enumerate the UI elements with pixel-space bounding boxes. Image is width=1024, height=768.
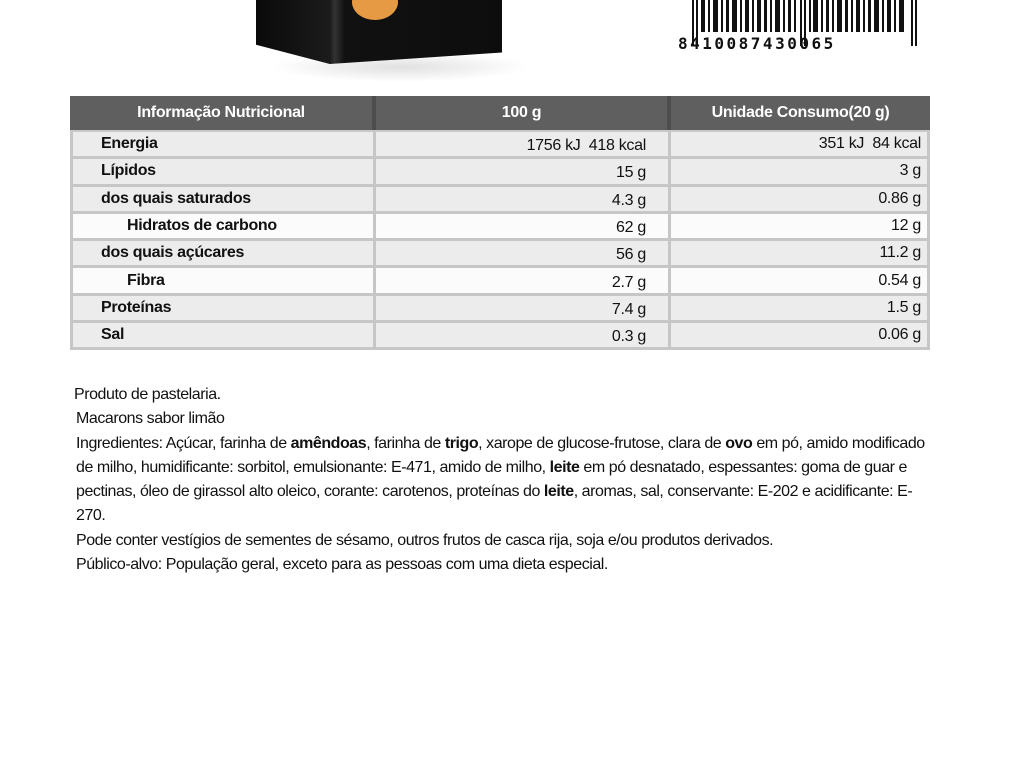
row-label: Proteínas [70,296,376,323]
table-row [70,132,930,159]
row-value-100g: 4.3 g [376,187,671,214]
target-audience: Público-alvo: População geral, exceto para as pessoas com uma dieta especial. [76,556,608,574]
table-row [70,268,930,295]
allergen-warning: Pode conter vestígios de sementes de sésamo, outros frutos de casca rija, soja e/ou produtos derivados. [76,531,774,549]
allergen-egg: ovo [725,434,753,452]
row-value-unit: 0.54 g [671,268,930,295]
allergen-wheat: trigo [444,434,479,452]
row-value-100g: 2.7 g [376,268,671,295]
table-row [70,159,930,186]
row-label: dos quais saturados [70,187,376,214]
header-nutrition-info: Informação Nutricional [70,96,376,130]
row-label: Fibra [70,268,376,295]
row-value-unit: 0.86 g [671,187,930,214]
row-value-100g: 15 g [376,159,671,186]
nutrition-table [70,96,930,350]
table-row [70,296,930,323]
row-value-100g: 0.3 g [376,323,671,350]
row-value-unit: 351 kJ 84 kcal [671,132,930,159]
allergen-almonds: amêndoas [290,434,367,452]
row-label: Lípidos [70,159,376,186]
row-value-100g: 1756 kJ 418 kcal [376,132,671,159]
row-value-unit: 12 g [671,214,930,241]
row-label: dos quais açúcares [70,241,376,268]
barcode-number: 8410087430065 [678,34,836,53]
row-value-100g: 62 g [376,214,671,241]
row-label: Hidratos de carbono [70,214,376,241]
row-value-100g: 7.4 g [376,296,671,323]
header-per-unit: Unidade Consumo(20 g) [711,104,890,121]
allergen-milk-protein: leite [543,483,574,501]
ingredients-list: Ingredientes: Açúcar, farinha de amêndoas, farinha de trigo, xarope de glucose-frutose, clara de ovo em pó, amido modificado de milho, humidificante: sorbitol, emulsionante: E-471, amido de milho, leite em pó desnatado, espessantes: goma de guar e pectinas, óleo de girassol alto oleico, corante: carotenos, proteínas do leite, aromas, sal, conservante: E-202 e acidificante: E-270. [76,434,925,525]
row-value-unit: 3 g [671,159,930,186]
table-header [70,96,930,132]
product-category: Produto de pastelaria. [74,386,221,403]
row-label: Sal [70,323,376,350]
row-value-unit: 0.06 g [671,323,930,350]
row-label: Energia [70,132,376,159]
table-row [70,187,930,214]
table-row [70,214,930,241]
product-description [74,383,934,577]
table-row [70,241,930,268]
barcode [678,0,924,54]
header-per-100g: 100 g [376,96,671,130]
row-value-unit: 11.2 g [671,241,930,268]
row-value-100g: 56 g [376,241,671,268]
table-row [70,323,930,350]
product-name: Macarons sabor limão [76,410,225,428]
allergen-milk: leite [549,458,580,476]
row-value-unit: 1.5 g [671,296,930,323]
